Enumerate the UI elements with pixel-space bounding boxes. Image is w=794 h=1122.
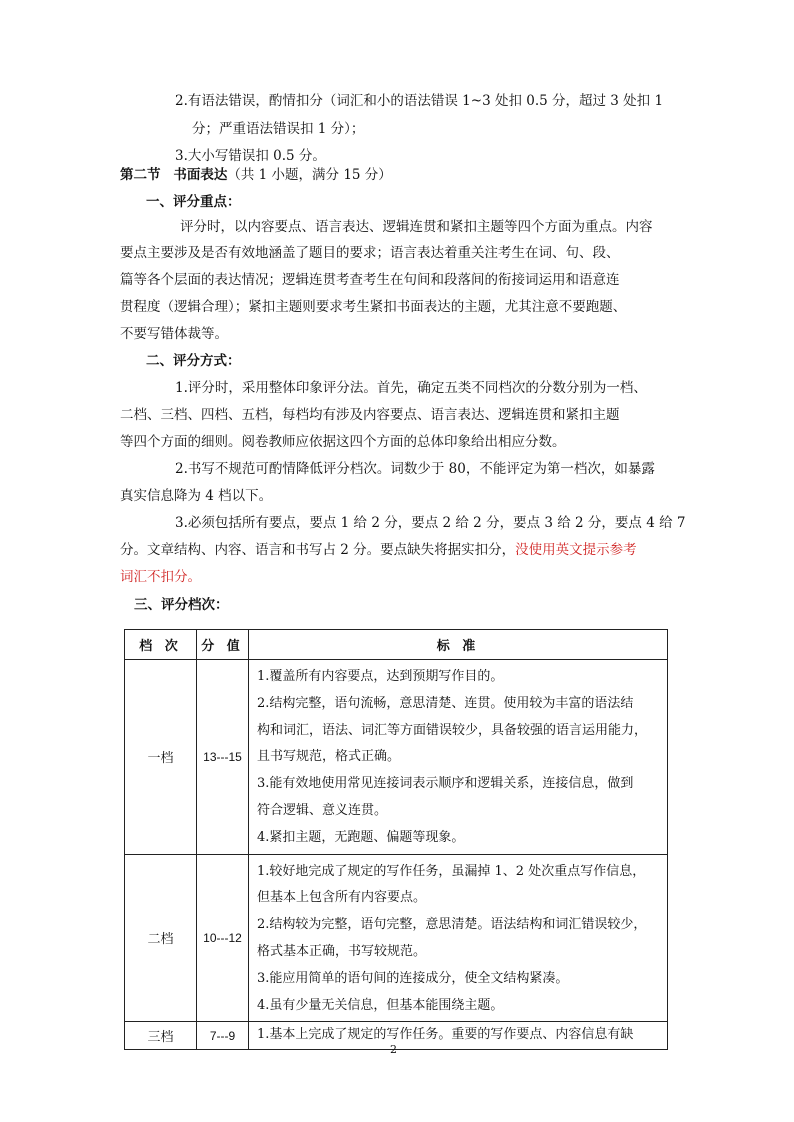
section-header: [120, 166, 392, 184]
part2-p1-line: 1.评分时，采用整体印象评分法。首先，确定五类不同档次的分数分别为一档、: [175, 380, 647, 396]
part1-heading: 一、评分重点：: [146, 194, 241, 210]
criteria-line: 构和词汇，语法、词汇等方面错误较少，具备较强的语言运用能力，: [257, 722, 648, 738]
rule-item-2-line-1: 2.有语法错误，酌情扣分（词汇和小的语法错误 1~3 处扣 0.5 分，超过 3 处扣 1: [175, 93, 664, 109]
section-note: （共 1 小题，满分 15 分）: [227, 167, 392, 183]
table-row: [125, 854, 668, 1022]
part2-p2-line: 2.书写不规范可酌情降低评分档次。词数少于 80，不能评定为第一档次，如暴露: [175, 461, 655, 477]
part2-p2-line: 真实信息降为 4 档以下。: [120, 488, 273, 504]
score-cell: 13---15: [197, 660, 249, 855]
part1-line: 贯程度（逻辑合理）；紧扣主题则要求考生紧扣书面表达的主题，尤其注意不要跑题、: [120, 299, 627, 315]
score-cell: 10---12: [197, 854, 249, 1022]
part2-p3-red-note-continued: 词汇不扣分。: [120, 569, 201, 585]
criteria-line: 且书写规范，格式正确。: [257, 749, 401, 765]
part2-p1-line: 等四个方面的细则。阅卷教师应依据这四个方面的总体印象给出相应分数。: [120, 434, 566, 450]
level-cell: 三档: [125, 1022, 197, 1050]
part1-line: 篇等各个层面的表达情况；逻辑连贯考查考生在句间和段落间的衔接词运用和语意连: [120, 272, 620, 288]
page-number: 2: [390, 1043, 397, 1056]
header-criteria: 标 准: [249, 630, 668, 660]
criteria-line: 但基本上包含所有内容要点。: [257, 890, 427, 906]
header-score: 分 值: [197, 630, 249, 660]
criteria-line: 符合逻辑、意义连贯。: [257, 802, 388, 818]
part1-line: 评分时，以内容要点、语言表达、逻辑连贯和紧扣主题等四个方面为重点。内容: [180, 219, 653, 235]
part1-line: 要点主要涉及是否有效地涵盖了题目的要求；语言表达着重关注考生在词、句、段、: [120, 245, 620, 261]
criteria-line: 2.结构完整，语句流畅，意思清楚、连贯。使用较为丰富的语法结: [257, 695, 634, 711]
score-cell: 7---9: [197, 1022, 249, 1050]
criteria-line: 4.紧扣主题，无跑题、偏题等现象。: [257, 829, 465, 845]
part1-line: 不要写错体裁等。: [120, 326, 228, 342]
part2-p3-line-2: [120, 541, 637, 559]
level-cell: 二档: [125, 854, 197, 1022]
criteria-line: 4.虽有少量无关信息，但基本能围绕主题。: [257, 997, 504, 1013]
rule-item-2-line-2: 分；严重语法错误扣 1 分）；: [192, 121, 365, 137]
section-label: 第二节: [120, 167, 161, 183]
section-title: 书面表达: [173, 167, 228, 183]
part2-p3-line-1: 3.必须包括所有要点，要点 1 给 2 分，要点 2 给 2 分，要点 3 给 2 分，要点 4 给 7: [175, 515, 686, 531]
criteria-line: 3.能应用简单的语句间的连接成分，使全文结构紧凑。: [257, 970, 569, 986]
part2-p1-line: 二档、三档、四档、五档，每档均有涉及内容要点、语言表达、逻辑连贯和紧扣主题: [120, 407, 620, 423]
criteria-cell: [249, 854, 668, 1022]
criteria-line: 2.结构较为完整，语句完整，意思清楚。语法结构和词汇错误较少，: [257, 917, 647, 933]
part3-heading: 三、评分档次：: [134, 597, 229, 613]
table-header-row: [125, 630, 668, 660]
criteria-cell: [249, 660, 668, 855]
grading-table: [124, 629, 668, 1050]
criteria-line: 1.较好地完成了规定的写作任务，虽漏掉 1、2 处次重点写作信息，: [257, 863, 646, 879]
criteria-line: 3.能有效地使用常见连接词表示顺序和逻辑关系，连接信息，做到: [257, 776, 634, 792]
level-cell: 一档: [125, 660, 197, 855]
part2-p3-red-note: 没使用英文提示参考: [515, 542, 637, 558]
criteria-line: 1.覆盖所有内容要点，达到预期写作目的。: [257, 669, 504, 684]
criteria-line: 1.基本上完成了规定的写作任务。重要的写作要点、内容信息有缺: [257, 1027, 634, 1043]
table-row: [125, 660, 668, 855]
part2-heading: 二、评分方式：: [146, 353, 241, 369]
part2-p3-line-2-text: 分。文章结构、内容、语言和书写占 2 分。要点缺失将据实扣分，: [120, 542, 516, 558]
criteria-cell: [249, 1022, 668, 1050]
rule-item-3: 3.大小写错误扣 0.5 分。: [175, 148, 326, 164]
criteria-line: 格式基本正确，书写较规范。: [257, 943, 427, 959]
header-level: 档 次: [125, 630, 197, 660]
